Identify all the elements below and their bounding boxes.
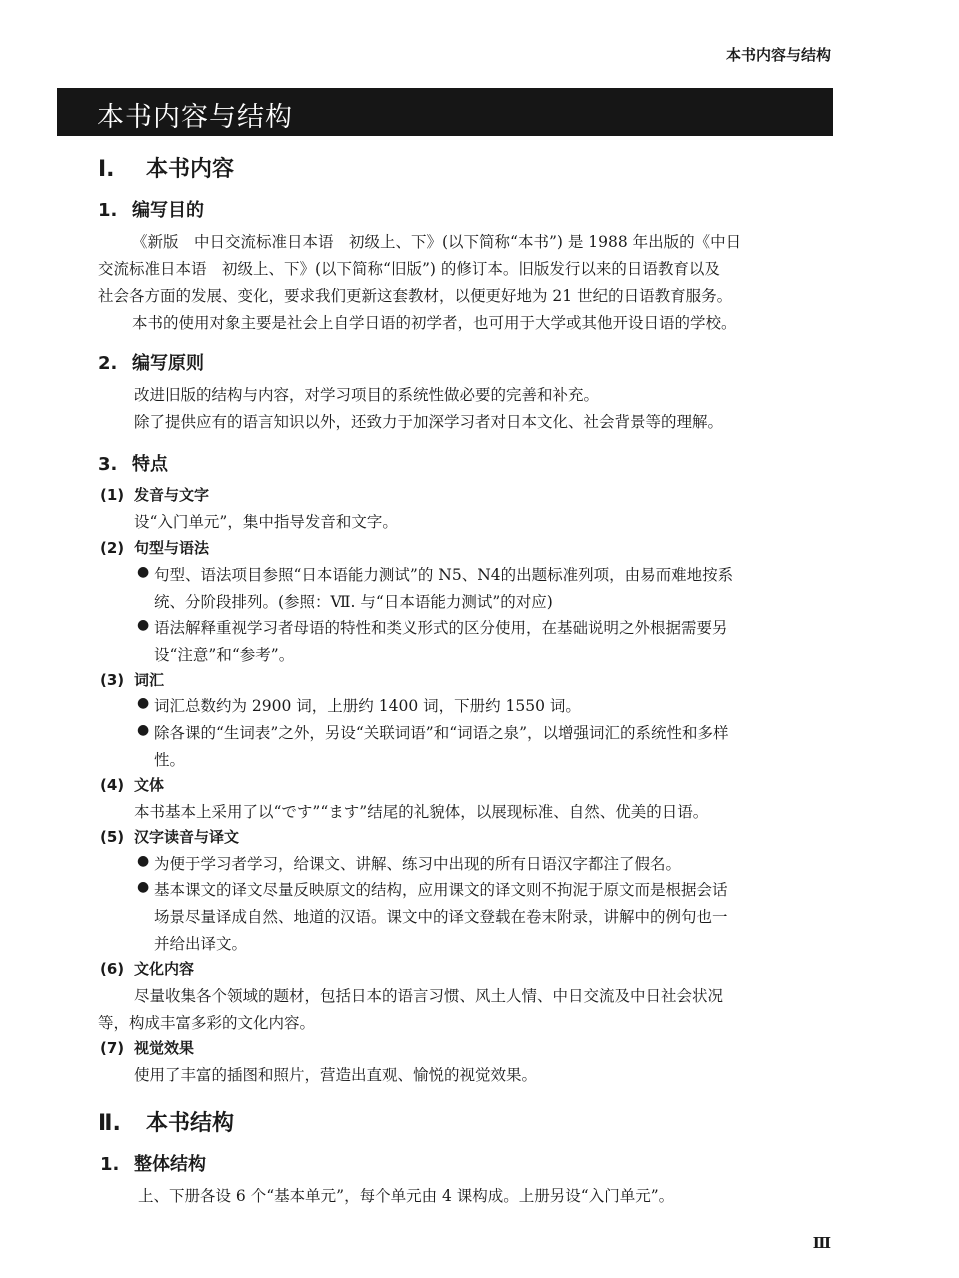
part-number: Ⅰ.: [98, 157, 115, 182]
paragraph-line: 等，构成丰富多彩的文化内容。: [98, 1014, 316, 1032]
bullet-line: 并给出译文。: [154, 935, 248, 953]
bullet-icon: ●: [137, 695, 150, 711]
paragraph-line: 使用了丰富的插图和照片，营造出直观、愉悦的视觉效果。: [134, 1066, 538, 1084]
bullet-line: 统、分阶段排列。(参照：Ⅶ. 与“日本语能力测试”的对应): [154, 593, 553, 611]
page-number: Ⅲ: [812, 1234, 831, 1252]
subsection-title: 汉字读音与译文: [134, 828, 240, 846]
section-number: 1.: [100, 1154, 120, 1175]
section-heading: [98, 450, 168, 476]
section-number: 2.: [98, 353, 118, 374]
paragraph-line: 交流标准日本语 初级上、下》(以下简称“旧版”) 的修订本。旧版发行以来的日语教育以及: [98, 260, 720, 278]
paragraph-line: 改进旧版的结构与内容，对学习项目的系统性做必要的完善和补充。: [134, 386, 600, 404]
subsection-number: (7): [100, 1039, 125, 1057]
bullet-line: 除各课的“生词表”之外，另设“关联词语”和“词语之泉”，以增强词汇的系统性和多样: [154, 724, 729, 742]
subsection-title: 句型与语法: [134, 539, 210, 557]
section-number: 3.: [98, 454, 118, 475]
paragraph-line: 设“入门单元”，集中指导发音和文字。: [134, 513, 398, 531]
subsection-title: 视觉效果: [134, 1039, 195, 1057]
section-heading: [98, 349, 204, 375]
subsection-heading: [100, 958, 194, 979]
section-title: 特点: [132, 454, 168, 475]
bullet-line: 基本课文的译文尽量反映原文的结构，应用课文的译文则不拘泥于原文而是根据会话: [154, 881, 728, 899]
bullet-icon: ●: [137, 722, 150, 738]
part-title: 本书结构: [146, 1111, 235, 1136]
bullet-line: 语法解释重视学习者母语的特性和类义形式的区分使用，在基础说明之外根据需要另: [154, 619, 728, 637]
section-title: 编写原则: [132, 353, 204, 374]
running-header: 本书内容与结构: [725, 46, 831, 64]
subsection-title: 发音与文字: [134, 486, 210, 504]
subsection-heading: [100, 537, 209, 558]
paragraph-line: 本书的使用对象主要是社会上自学日语的初学者，也可用于大学或其他开设日语的学校。: [132, 314, 737, 332]
paragraph-line: 《新版 中日交流标准日本语 初级上、下》(以下简称“本书”) 是 1988 年出版的《中日: [132, 233, 742, 251]
section-number: 1.: [98, 200, 118, 221]
subsection-number: (5): [100, 828, 125, 846]
part-number: Ⅱ.: [98, 1111, 121, 1136]
paragraph-line: 尽量收集各个领域的题材，包括日本的语言习惯、风土人情、中日交流及中日社会状况: [134, 987, 724, 1005]
bullet-line: 词汇总数约为 2900 词，上册约 1400 词，下册约 1550 词。: [154, 697, 581, 715]
paragraph-line: 上、下册各设 6 个“基本单元”，每个单元由 4 课构成。上册另设“入门单元”。: [138, 1187, 675, 1205]
banner-title: 本书内容与结构: [97, 102, 293, 133]
bullet-icon: ●: [137, 617, 150, 633]
paragraph-line: 除了提供应有的语言知识以外，还致力于加深学习者对日本文化、社会背景等的理解。: [134, 413, 724, 431]
subsection-title: 文化内容: [134, 960, 195, 978]
subsection-number: (6): [100, 960, 125, 978]
subsection-number: (1): [100, 486, 125, 504]
bullet-line: 场景尽量译成自然、地道的汉语。课文中的译文登载在卷末附录，讲解中的例句也一: [154, 908, 728, 926]
subsection-title: 文体: [134, 776, 165, 794]
section-heading: [98, 196, 204, 222]
subsection-number: (3): [100, 671, 125, 689]
subsection-heading: [100, 774, 164, 795]
subsection-number: (4): [100, 776, 125, 794]
bullet-line: 性。: [154, 751, 186, 769]
subsection-heading: [100, 1037, 194, 1058]
subsection-number: (2): [100, 539, 125, 557]
section-heading: [100, 1150, 206, 1176]
part-title: 本书内容: [146, 157, 235, 182]
subsection-title: 词汇: [134, 671, 165, 689]
bullet-icon: ●: [137, 564, 150, 580]
paragraph-line: 本书基本上采用了以“です”“ます”结尾的礼貌体，以展现标准、自然、优美的日语。: [134, 803, 709, 821]
part-heading: [98, 1106, 234, 1137]
bullet-icon: ●: [137, 879, 150, 895]
bullet-line: 设“注意”和“参考”。: [154, 646, 295, 664]
section-title: 编写目的: [132, 200, 204, 221]
subsection-heading: [100, 484, 209, 505]
bullet-line: 句型、语法项目参照“日本语能力测试”的 N5、N4的出题标准列项，由易而难地按系: [154, 566, 734, 584]
subsection-heading: [100, 669, 164, 690]
section-title: 整体结构: [134, 1154, 206, 1175]
paragraph-line: 社会各方面的发展、变化，要求我们更新这套教材，以便更好地为 21 世纪的日语教育服务。: [98, 287, 733, 305]
part-heading: [98, 152, 234, 183]
bullet-icon: ●: [137, 853, 150, 869]
bullet-line: 为便于学习者学习，给课文、讲解、练习中出现的所有日语汉字都注了假名。: [154, 855, 682, 873]
subsection-heading: [100, 826, 239, 847]
title-banner: [57, 88, 833, 136]
